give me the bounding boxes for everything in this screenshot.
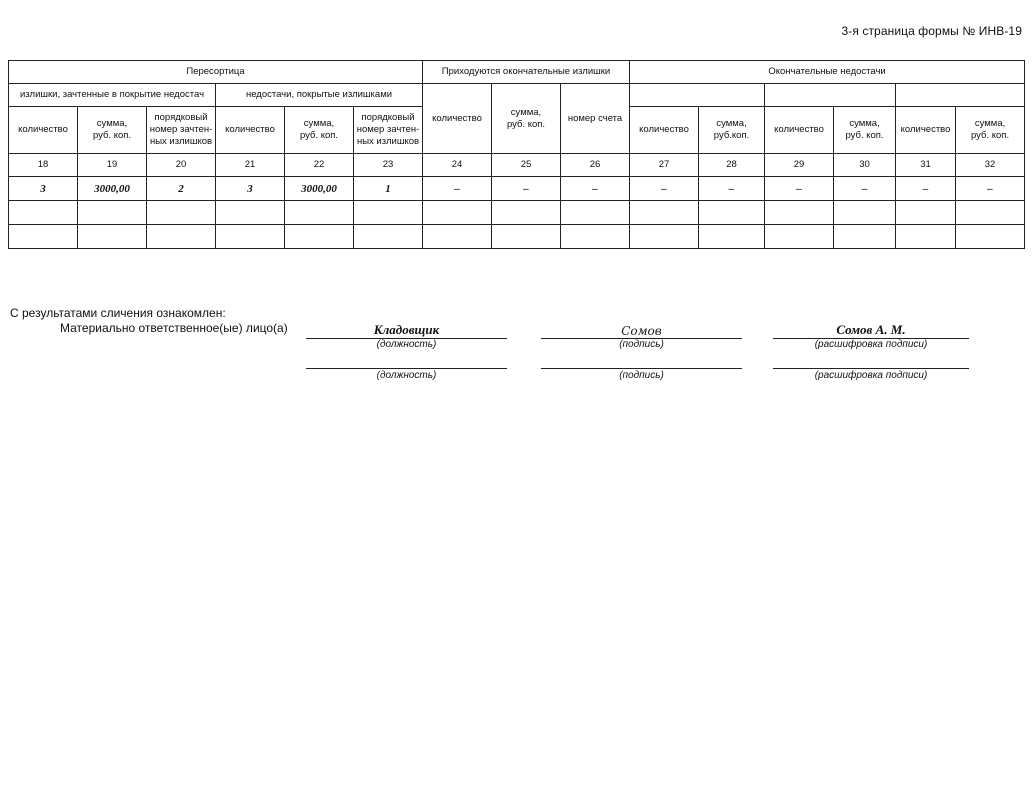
position-line: [306, 368, 507, 369]
subheader-empty: [896, 84, 1025, 107]
header-mis-grading: Пересортица: [9, 61, 423, 84]
table-cell: [896, 225, 956, 249]
inventory-comparison-table: [8, 60, 1025, 249]
table-cell: [492, 225, 561, 249]
table-cell: [216, 201, 285, 225]
name-caption: (расшифровка подписи): [814, 339, 928, 350]
table-cell: [956, 225, 1025, 249]
table-cell: –: [896, 177, 956, 201]
table-cell: [956, 201, 1025, 225]
table-cell: [699, 225, 765, 249]
column-number: 31: [896, 154, 956, 177]
table-row: [9, 177, 1025, 201]
table-cell: –: [492, 177, 561, 201]
table-cell: [699, 201, 765, 225]
table-cell: [834, 201, 896, 225]
table-cell: 3: [9, 177, 78, 201]
col-header-serial-surplus: порядковый номер зачтен- ных излишков: [147, 107, 216, 154]
col-header-sum: сумма, руб. коп.: [956, 107, 1025, 154]
column-number: 25: [492, 154, 561, 177]
table-cell: [765, 225, 834, 249]
table-cell: [561, 201, 630, 225]
table-cell: [765, 201, 834, 225]
table-cell: –: [423, 177, 492, 201]
table-cell: [354, 201, 423, 225]
col-header-sum: сумма, руб.коп.: [699, 107, 765, 154]
col-header-sum: сумма, руб. коп.: [285, 107, 354, 154]
column-number: 29: [765, 154, 834, 177]
table-cell: 3000,00: [285, 177, 354, 201]
table-cell: 1: [354, 177, 423, 201]
name-value: Сомов А. М.: [836, 322, 906, 337]
name-field[interactable]: [773, 322, 969, 338]
table-cell: [285, 201, 354, 225]
table-row: [9, 201, 1025, 225]
col-header-quantity: количество: [765, 107, 834, 154]
column-number: 24: [423, 154, 492, 177]
table-cell: [9, 201, 78, 225]
table-cell: [896, 201, 956, 225]
col-header-quantity: количество: [216, 107, 285, 154]
column-number: 23: [354, 154, 423, 177]
position-field[interactable]: [306, 322, 507, 338]
position-field[interactable]: [306, 352, 507, 368]
name-caption: (расшифровка подписи): [814, 370, 928, 381]
table-cell: [423, 201, 492, 225]
table-cell: [285, 225, 354, 249]
column-number: 20: [147, 154, 216, 177]
col-header-quantity: количество: [896, 107, 956, 154]
column-number: 32: [956, 154, 1025, 177]
responsible-person-label: Материально ответственное(ые) лицо(а): [60, 321, 288, 335]
column-number: 22: [285, 154, 354, 177]
signature-caption: (подпись): [619, 370, 664, 381]
signature-caption: (подпись): [619, 339, 664, 350]
signature-field[interactable]: [541, 322, 742, 338]
col-header-quantity: количество: [423, 84, 492, 154]
column-number: 30: [834, 154, 896, 177]
subheader-empty: [630, 84, 765, 107]
col-header-quantity: количество: [9, 107, 78, 154]
table-cell: 2: [147, 177, 216, 201]
table-cell: 3000,00: [78, 177, 147, 201]
header-final-surplus: Приходуются окончательные излишки: [423, 61, 630, 84]
subheader-shortage-covered: недостачи, покрытые излишками: [216, 84, 423, 107]
table-cell: [9, 225, 78, 249]
position-caption: (должность): [376, 370, 437, 381]
table-cell: –: [561, 177, 630, 201]
column-number: 21: [216, 154, 285, 177]
name-line: [773, 368, 969, 369]
table-cell: [492, 201, 561, 225]
table-cell: –: [834, 177, 896, 201]
form-page-caption: 3-я страница формы № ИНВ-19: [841, 24, 1022, 38]
column-number: 26: [561, 154, 630, 177]
table-cell: [630, 225, 699, 249]
signature-line: [541, 368, 742, 369]
col-header-account-number: номер счета: [561, 84, 630, 154]
col-header-sum: сумма, руб. коп.: [78, 107, 147, 154]
subheader-surplus-offset: излишки, зачтенные в покрытие недостач: [9, 84, 216, 107]
name-field[interactable]: [773, 352, 969, 368]
table-cell: –: [699, 177, 765, 201]
column-number: 28: [699, 154, 765, 177]
signature-value: Сомов: [621, 324, 662, 338]
signature-field[interactable]: [541, 352, 742, 368]
column-number: 18: [9, 154, 78, 177]
position-caption: (должность): [376, 339, 437, 350]
column-number: 19: [78, 154, 147, 177]
column-number: 27: [630, 154, 699, 177]
table-cell: [354, 225, 423, 249]
table-cell: [834, 225, 896, 249]
subheader-empty: [765, 84, 896, 107]
acknowledgement-title: С результатами сличения ознакомлен:: [10, 306, 226, 320]
col-header-quantity: количество: [630, 107, 699, 154]
table-cell: –: [630, 177, 699, 201]
table-cell: [561, 225, 630, 249]
col-header-sum: сумма, руб. коп.: [492, 84, 561, 154]
table-cell: [147, 225, 216, 249]
table-cell: [216, 225, 285, 249]
table-cell: –: [765, 177, 834, 201]
col-header-serial-shortage: порядковый номер зачтен- ных излишков: [354, 107, 423, 154]
position-value: Кладовщик: [373, 322, 440, 337]
table-row: [9, 225, 1025, 249]
col-header-sum: сумма, руб. коп.: [834, 107, 896, 154]
table-cell: [78, 225, 147, 249]
table-cell: [78, 201, 147, 225]
header-final-shortage: Окончательные недостачи: [630, 61, 1025, 84]
table-cell: [423, 225, 492, 249]
table-cell: 3: [216, 177, 285, 201]
table-cell: [147, 201, 216, 225]
column-number-row: [9, 154, 1025, 177]
table-cell: [630, 201, 699, 225]
table-cell: –: [956, 177, 1025, 201]
